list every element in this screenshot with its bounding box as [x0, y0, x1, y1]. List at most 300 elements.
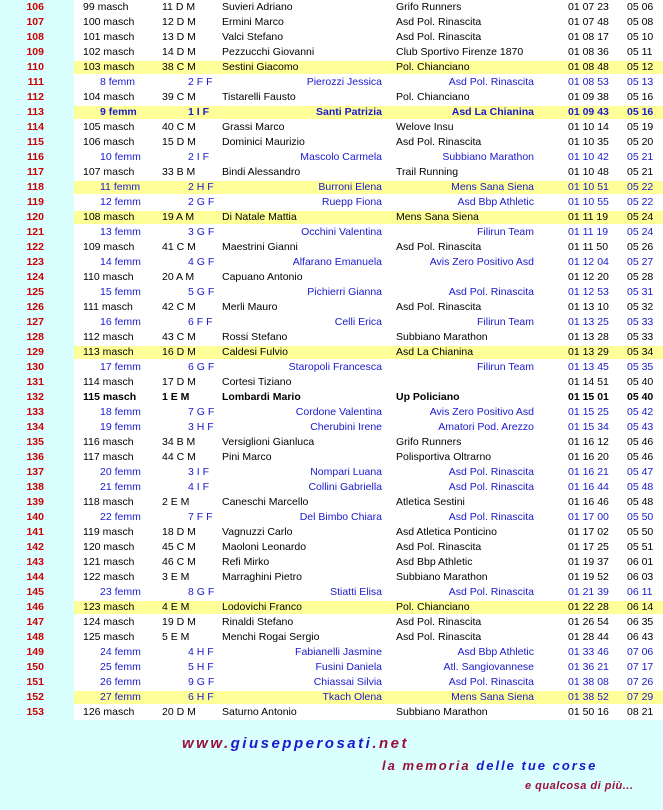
club-name: Atl. Sangiovannese [443, 661, 534, 673]
category-position: 41 C M [162, 241, 196, 253]
table-row [0, 255, 663, 270]
athlete-name: Pichierri Gianna [307, 286, 382, 298]
table-row [0, 555, 663, 570]
overall-category: 107 masch [83, 166, 135, 178]
finish-time: 01 28 44 [568, 631, 609, 643]
row-number: 134 [26, 421, 44, 433]
athlete-name: Refi Mirko [222, 556, 270, 568]
table-row [0, 225, 663, 240]
site-suffix: .net [372, 735, 409, 752]
finish-time: 01 13 29 [568, 346, 609, 358]
pace-per-km: 06 43 [627, 631, 654, 643]
pace-per-km: 05 08 [627, 16, 654, 28]
category-position: 19 A M [162, 211, 195, 223]
row-number: 113 [27, 106, 44, 118]
overall-category: 113 masch [83, 346, 134, 358]
overall-category: 22 femm [100, 511, 141, 523]
table-row [0, 150, 663, 165]
category-position: 4 I F [188, 481, 210, 493]
category-position: 6 H F [188, 691, 214, 703]
table-row [0, 390, 663, 405]
club-name: Subbiano Marathon [396, 706, 488, 718]
row-number: 122 [26, 241, 44, 253]
category-position: 5 E M [162, 631, 190, 643]
pace-per-km: 06 35 [627, 616, 654, 628]
finish-time: 01 16 44 [568, 481, 609, 493]
row-number: 153 [26, 706, 44, 718]
finish-time: 01 08 36 [568, 46, 609, 58]
category-position: 18 D M [162, 526, 196, 538]
category-position: 16 D M [162, 346, 196, 358]
athlete-name: Fusini Daniela [315, 661, 382, 673]
finish-time: 01 36 21 [568, 661, 609, 673]
category-position: 6 F F [188, 316, 213, 328]
tagline [382, 758, 597, 773]
pace-per-km: 05 31 [627, 286, 654, 298]
category-position: 5 G F [188, 286, 215, 298]
finish-time: 01 16 12 [568, 436, 609, 448]
overall-category: 109 masch [83, 241, 135, 253]
overall-category: 12 femm [100, 196, 141, 208]
finish-time: 01 22 28 [568, 601, 609, 613]
finish-time: 01 26 54 [568, 616, 609, 628]
pace-per-km: 08 21 [627, 706, 654, 718]
pace-per-km: 05 11 [627, 46, 653, 58]
club-name: Asd Pol. Rinascita [448, 481, 534, 493]
table-row [0, 705, 663, 720]
athlete-name: Sestini Giacomo [222, 61, 299, 73]
row-number: 151 [26, 676, 44, 688]
club-name: Trail Running [396, 166, 459, 178]
row-number: 150 [26, 661, 44, 673]
table-row [0, 360, 663, 375]
athlete-name: Saturno Antonio [222, 706, 297, 718]
finish-time: 01 33 46 [568, 646, 609, 658]
row-number: 107 [26, 16, 44, 28]
athlete-name: Celli Erica [334, 316, 382, 328]
category-position: 7 F F [188, 511, 213, 523]
athlete-name: Cherubini Irene [310, 421, 382, 433]
finish-time: 01 16 20 [568, 451, 609, 463]
pace-per-km: 05 06 [627, 1, 654, 13]
overall-category: 118 masch [83, 496, 134, 508]
category-position: 4 E M [162, 601, 190, 613]
category-position: 14 D M [162, 46, 196, 58]
overall-category: 11 femm [100, 181, 141, 193]
category-position: 43 C M [162, 331, 196, 343]
club-name: Asd Pol. Rinascita [448, 466, 534, 478]
category-position: 39 C M [162, 91, 196, 103]
table-row [0, 285, 663, 300]
row-number: 144 [26, 571, 44, 583]
athlete-name: Vagnuzzi Carlo [222, 526, 293, 538]
finish-time: 01 11 19 [568, 226, 609, 238]
athlete-name: Marraghini Pietro [222, 571, 302, 583]
pace-per-km: 05 24 [627, 226, 654, 238]
overall-category: 20 femm [100, 466, 141, 478]
pace-per-km: 06 11 [627, 586, 653, 598]
club-name: Asd Pol. Rinascita [396, 616, 482, 628]
table-row [0, 60, 663, 75]
club-name: Grifo Runners [396, 1, 462, 13]
athlete-name: Menchi Rogai Sergio [222, 631, 320, 643]
category-position: 40 C M [162, 121, 196, 133]
table-row [0, 375, 663, 390]
club-name: Avis Zero Positivo Asd [429, 406, 534, 418]
category-position: 13 D M [162, 31, 196, 43]
table-row [0, 450, 663, 465]
club-name: Asd Bbp Athletic [457, 196, 534, 208]
athlete-name: Staropoli Francesca [288, 361, 382, 373]
athlete-name: Pini Marco [222, 451, 272, 463]
table-row [0, 330, 663, 345]
category-position: 7 G F [188, 406, 215, 418]
club-name: Asd Pol. Rinascita [396, 541, 482, 553]
category-position: 33 B M [162, 166, 196, 178]
club-name: Pol. Chianciano [396, 601, 470, 613]
finish-time: 01 10 14 [568, 121, 609, 133]
table-row [0, 660, 663, 675]
row-number: 142 [26, 541, 44, 553]
club-name: Filirun Team [477, 226, 534, 238]
table-row [0, 240, 663, 255]
club-name: Asd Pol. Rinascita [448, 586, 534, 598]
athlete-name: Cortesi Tiziano [222, 376, 292, 388]
overall-category: 120 masch [83, 541, 135, 553]
finish-time: 01 38 08 [568, 676, 609, 688]
footer [0, 720, 663, 810]
table-row [0, 405, 663, 420]
club-name: Subbiano Marathon [396, 571, 488, 583]
overall-category: 15 femm [100, 286, 141, 298]
table-row [0, 420, 663, 435]
overall-category: 19 femm [100, 421, 141, 433]
category-position: 4 H F [188, 646, 214, 658]
table-row [0, 540, 663, 555]
row-number: 140 [26, 511, 44, 523]
pace-per-km: 05 34 [627, 346, 654, 358]
row-number: 121 [26, 226, 44, 238]
row-number: 112 [27, 91, 44, 103]
athlete-name: Caneschi Marcello [222, 496, 309, 508]
finish-time: 01 16 21 [568, 466, 609, 478]
overall-category: 18 femm [100, 406, 141, 418]
athlete-name: Suvieri Adriano [222, 1, 293, 13]
category-position: 11 D M [162, 1, 196, 13]
finish-time: 01 38 52 [568, 691, 609, 703]
finish-time: 01 12 20 [568, 271, 609, 283]
club-name: Asd Pol. Rinascita [448, 76, 534, 88]
table-row [0, 165, 663, 180]
pace-per-km: 05 33 [627, 331, 654, 343]
finish-time: 01 12 53 [568, 286, 609, 298]
category-position: 9 G F [188, 676, 215, 688]
table-row [0, 45, 663, 60]
table-row [0, 75, 663, 90]
category-position: 20 A M [162, 271, 195, 283]
club-name: Filirun Team [477, 316, 534, 328]
athlete-name: Rinaldi Stefano [222, 616, 294, 628]
athlete-name: Dominici Maurizio [222, 136, 305, 148]
pace-per-km: 05 32 [627, 301, 654, 313]
row-number: 145 [26, 586, 44, 598]
finish-time: 01 16 46 [568, 496, 609, 508]
club-name: Asd La Chianina [451, 106, 534, 118]
athlete-name: Collini Gabriella [308, 481, 382, 493]
finish-time: 01 11 50 [568, 241, 609, 253]
site-prefix: www. [182, 735, 231, 752]
overall-category: 115 masch [83, 391, 137, 403]
club-name: Atletica Sestini [396, 496, 465, 508]
table-row [0, 195, 663, 210]
row-number: 132 [26, 391, 44, 403]
athlete-name: Pierozzi Jessica [306, 76, 382, 88]
table-row [0, 570, 663, 585]
table-row [0, 600, 663, 615]
athlete-name: Valci Stefano [222, 31, 284, 43]
row-number: 117 [27, 166, 44, 178]
row-number: 118 [27, 181, 44, 193]
finish-time: 01 17 00 [568, 511, 609, 523]
finish-time: 01 50 16 [568, 706, 609, 718]
row-number: 149 [26, 646, 44, 658]
club-name: Polisportiva Oltrarno [396, 451, 492, 463]
finish-time: 01 21 39 [568, 586, 609, 598]
row-number: 110 [27, 61, 44, 73]
category-position: 3 E M [162, 571, 190, 583]
finish-time: 01 12 04 [568, 256, 609, 268]
overall-category: 10 femm [100, 151, 141, 163]
overall-category: 108 masch [83, 211, 135, 223]
athlete-name: Mascolo Carmela [300, 151, 382, 163]
table-row [0, 90, 663, 105]
pace-per-km: 05 33 [627, 316, 654, 328]
athlete-name: Ruepp Fiona [321, 196, 382, 208]
athlete-name: Ermini Marco [222, 16, 284, 28]
category-position: 2 G F [188, 196, 215, 208]
category-position: 3 H F [188, 421, 214, 433]
finish-time: 01 10 35 [568, 136, 609, 148]
finish-time: 01 10 55 [568, 196, 609, 208]
row-number: 131 [26, 376, 44, 388]
club-name: Up Policiano [396, 391, 460, 403]
site-name: giusepperosati [230, 735, 373, 752]
athlete-name: Chiassai Silvia [313, 676, 382, 688]
table-row [0, 435, 663, 450]
pace-per-km: 06 01 [627, 556, 654, 568]
athlete-name: Burroni Elena [318, 181, 382, 193]
overall-category: 25 femm [100, 661, 141, 673]
category-position: 1 E M [162, 391, 190, 403]
overall-category: 110 masch [83, 271, 134, 283]
athlete-name: Di Natale Mattia [222, 211, 297, 223]
finish-time: 01 11 19 [568, 211, 609, 223]
overall-category: 117 masch [83, 451, 134, 463]
table-row [0, 180, 663, 195]
overall-category: 114 masch [83, 376, 134, 388]
overall-category: 122 masch [83, 571, 135, 583]
row-number: 147 [26, 616, 44, 628]
table-row [0, 300, 663, 315]
table-row [0, 30, 663, 45]
athlete-name: Maoloni Leonardo [222, 541, 307, 553]
row-number: 139 [26, 496, 44, 508]
overall-category: 99 masch [83, 1, 129, 13]
athlete-name: Caldesi Fulvio [222, 346, 288, 358]
row-number: 126 [26, 301, 44, 313]
athlete-name: Maestrini Gianni [222, 241, 298, 253]
pace-per-km: 05 22 [627, 196, 654, 208]
athlete-name: Bindi Alessandro [222, 166, 301, 178]
finish-time: 01 17 02 [568, 526, 609, 538]
finish-time: 01 10 42 [568, 151, 609, 163]
finish-time: 01 19 37 [568, 556, 609, 568]
athlete-name: Versiglioni Gianluca [222, 436, 315, 448]
row-number: 115 [27, 136, 44, 148]
overall-category: 14 femm [100, 256, 141, 268]
tagline-part-b: delle tue corse [476, 758, 598, 773]
overall-category: 9 femm [100, 106, 137, 118]
pace-per-km: 06 14 [627, 601, 654, 613]
athlete-name: Nompari Luana [310, 466, 382, 478]
overall-category: 26 femm [100, 676, 141, 688]
pace-per-km: 05 40 [627, 376, 654, 388]
club-name: Asd Bbp Athletic [457, 646, 534, 658]
club-name: Amatori Pod. Arezzo [438, 421, 534, 433]
category-position: 3 I F [188, 466, 210, 478]
club-name: Pol. Chianciano [396, 91, 470, 103]
category-position: 2 E M [162, 496, 190, 508]
pace-per-km: 05 13 [627, 76, 654, 88]
overall-category: 121 masch [83, 556, 135, 568]
pace-per-km: 05 22 [627, 181, 654, 193]
finish-time: 01 09 43 [568, 106, 609, 118]
category-position: 8 G F [188, 586, 215, 598]
finish-time: 01 08 53 [568, 76, 609, 88]
pace-per-km: 05 28 [627, 271, 654, 283]
pace-per-km: 05 47 [627, 466, 654, 478]
category-position: 44 C M [162, 451, 196, 463]
pace-per-km: 05 16 [627, 91, 654, 103]
table-row [0, 495, 663, 510]
pace-per-km: 05 43 [627, 421, 654, 433]
table-row [0, 465, 663, 480]
club-name: Club Sportivo Firenze 1870 [396, 46, 524, 58]
table-row [0, 345, 663, 360]
row-number: 116 [27, 151, 44, 163]
category-position: 6 G F [188, 361, 215, 373]
table-row [0, 0, 663, 15]
finish-time: 01 13 28 [568, 331, 609, 343]
overall-category: 126 masch [83, 706, 135, 718]
finish-time: 01 15 34 [568, 421, 609, 433]
finish-time: 01 13 10 [568, 301, 609, 313]
overall-category: 112 masch [83, 331, 134, 343]
athlete-name: Del Bimbo Chiara [299, 511, 382, 523]
pace-per-km: 05 48 [627, 481, 654, 493]
category-position: 3 G F [188, 226, 215, 238]
table-row [0, 15, 663, 30]
category-position: 5 H F [188, 661, 214, 673]
overall-category: 116 masch [83, 436, 134, 448]
table-row [0, 480, 663, 495]
athlete-name: Stiatti Elisa [330, 586, 382, 598]
pace-per-km: 05 50 [627, 526, 654, 538]
row-number: 148 [26, 631, 44, 643]
overall-category: 23 femm [100, 586, 141, 598]
row-number: 141 [26, 526, 44, 538]
finish-time: 01 13 25 [568, 316, 609, 328]
row-number: 127 [26, 316, 44, 328]
overall-category: 17 femm [100, 361, 141, 373]
row-number: 128 [26, 331, 44, 343]
club-name: Asd Pol. Rinascita [396, 31, 482, 43]
site-link[interactable] [182, 735, 409, 752]
pace-per-km: 05 12 [627, 61, 654, 73]
overall-category: 24 femm [100, 646, 141, 658]
row-number: 108 [26, 31, 44, 43]
finish-time: 01 07 48 [568, 16, 609, 28]
pace-per-km: 05 26 [627, 241, 654, 253]
overall-category: 102 masch [83, 46, 135, 58]
table-row [0, 135, 663, 150]
athlete-name: Lombardi Mario [222, 391, 301, 403]
overall-category: 13 femm [100, 226, 141, 238]
category-position: 4 G F [188, 256, 215, 268]
athlete-name: Lodovichi Franco [222, 601, 302, 613]
club-name: Asd Pol. Rinascita [396, 301, 482, 313]
table-row [0, 630, 663, 645]
category-position: 15 D M [162, 136, 196, 148]
club-name: Avis Zero Positivo Asd [429, 256, 534, 268]
category-position: 2 F F [188, 76, 213, 88]
table-row [0, 105, 663, 120]
row-number: 124 [26, 271, 44, 283]
category-position: 17 D M [162, 376, 196, 388]
athlete-name: Cordone Valentina [295, 406, 382, 418]
club-name: Asd Pol. Rinascita [448, 511, 534, 523]
pace-per-km: 05 20 [627, 136, 654, 148]
overall-category: 119 masch [83, 526, 134, 538]
row-number: 123 [26, 256, 44, 268]
finish-time: 01 09 38 [568, 91, 609, 103]
pace-per-km: 05 48 [627, 496, 654, 508]
table-row [0, 690, 663, 705]
pace-per-km: 07 06 [627, 646, 654, 658]
category-position: 38 C M [162, 61, 196, 73]
tagline-part-a: la memoria [382, 758, 471, 773]
finish-time: 01 07 23 [568, 1, 609, 13]
table-row [0, 525, 663, 540]
row-number: 135 [26, 436, 44, 448]
club-name: Asd Pol. Rinascita [448, 286, 534, 298]
pace-per-km: 06 03 [627, 571, 654, 583]
pace-per-km: 07 17 [627, 661, 654, 673]
finish-time: 01 15 01 [568, 391, 609, 403]
athlete-name: Fabianelli Jasmine [295, 646, 382, 658]
table-row [0, 615, 663, 630]
club-name: Welove Insu [396, 121, 454, 133]
pace-per-km: 05 19 [627, 121, 654, 133]
pace-per-km: 05 51 [627, 541, 654, 553]
row-number: 136 [26, 451, 44, 463]
row-number: 111 [27, 76, 44, 88]
pace-per-km: 05 21 [627, 151, 654, 163]
pace-per-km: 05 46 [627, 451, 654, 463]
athlete-name: Santi Patrizia [316, 106, 382, 118]
athlete-name: Grassi Marco [222, 121, 285, 133]
row-number: 129 [26, 346, 44, 358]
